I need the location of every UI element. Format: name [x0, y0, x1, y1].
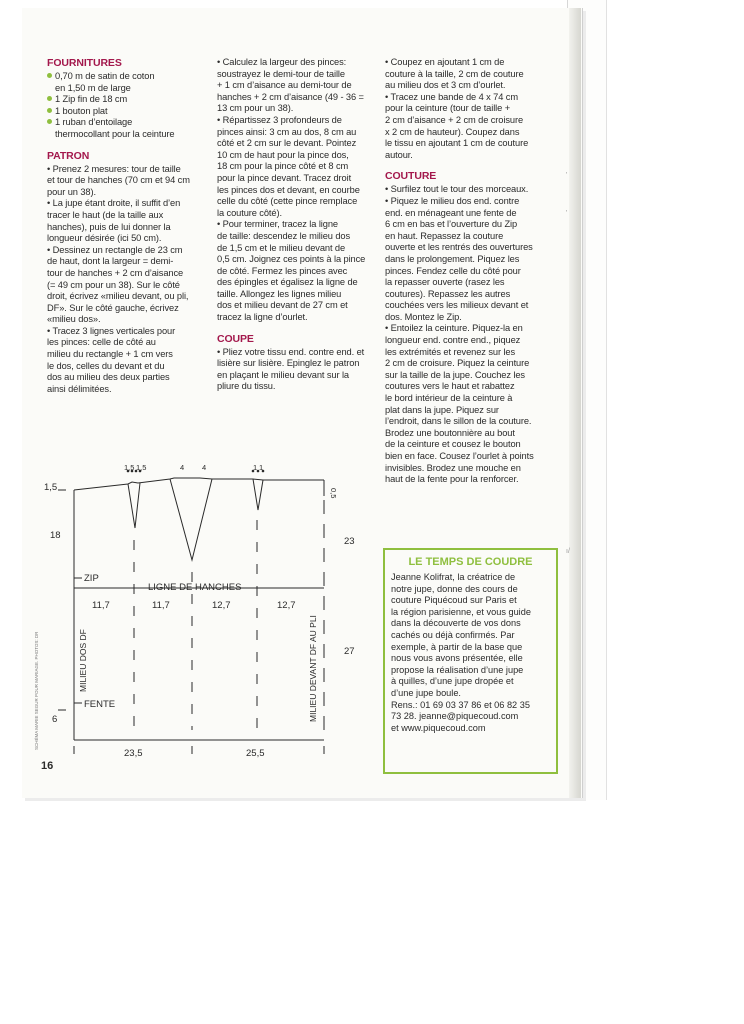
- dim-waist-left: 1,5: [44, 482, 58, 493]
- text-line: celle du côté (cette pince remplace: [217, 196, 358, 207]
- text-line: autour.: [385, 149, 413, 160]
- width-2: 11,7: [152, 600, 170, 611]
- text-line: les pinces: celle de côté au: [47, 337, 156, 348]
- text-line: 18 cm pour la pince côté et 8 cm: [217, 161, 349, 172]
- box-line: dans la découverte de vos dons: [391, 618, 521, 629]
- text-line: «milieu dos».: [47, 314, 101, 325]
- box-line: d’une jupe boule.: [391, 687, 461, 698]
- text-line: • Dessinez un rectangle de 23 cm: [47, 244, 183, 255]
- text-line: • Tracez 3 lignes verticales pour: [47, 325, 176, 336]
- text-line: couture à la taille, 2 cm de couture: [385, 68, 524, 79]
- line-text: 1 bouton plat: [55, 105, 108, 116]
- text-line: pliure du tissu.: [217, 381, 276, 392]
- temps-de-coudre-box: [383, 548, 558, 774]
- patron-text-continued: [217, 57, 377, 324]
- width-1: 11,7: [92, 600, 110, 611]
- box-text: [391, 572, 550, 734]
- text-line: 6 cm en bas et l’ouverture du Zip: [385, 219, 518, 230]
- column-middle: [217, 57, 377, 393]
- fournitures-heading: FOURNITURES: [47, 57, 122, 69]
- text-line: • Surfilez tout le tour des morceaux.: [385, 184, 529, 195]
- green-bullet-icon: [47, 73, 52, 78]
- fournitures-line: [47, 106, 207, 118]
- dim-dart-front-2: 1: [259, 463, 264, 472]
- text-line: milieu du rectangle + 1 cm vers: [47, 349, 173, 360]
- fournitures-list: [47, 71, 207, 141]
- text-line: 2 cm de croisure. Piquez la ceinture: [385, 358, 530, 369]
- text-line: et tour de hanches (70 cm et 94 cm: [47, 175, 190, 186]
- text-line: Brodez une boutonnière au bout: [385, 427, 515, 438]
- text-line: • Répartissez 3 profondeurs de: [217, 114, 342, 125]
- milieu-devant-label: MILIEU DEVANT DF AU PLI: [308, 615, 318, 722]
- couture-heading: COUTURE: [385, 170, 437, 183]
- dim-6: 6: [52, 714, 58, 725]
- text-line: l’endroit, dans le sillon de la couture.: [385, 416, 532, 427]
- fournitures-line: [47, 83, 207, 95]
- margin-mark: ': [566, 210, 568, 217]
- page-number: 16: [41, 760, 54, 772]
- coupe-text-continued: [385, 57, 545, 161]
- text-line: 0,5 cm. Joignez ces points à la pince: [217, 254, 366, 265]
- text-line: • La jupe étant droite, il suffit d’en: [47, 198, 181, 209]
- box-line: Rens.: 01 69 03 37 86 et 06 82 35: [391, 699, 530, 710]
- line-text: 1 Zip fin de 18 cm: [55, 94, 128, 105]
- text-line: • Piquez le milieu dos end. contre: [385, 195, 520, 206]
- fournitures-line: [47, 117, 207, 129]
- margin-mark: ı/: [566, 548, 570, 555]
- dim-waist-right: 0,5: [329, 488, 338, 499]
- text-line: DF». Sur le côté gauche, écrivez: [47, 302, 179, 313]
- zip-label: ZIP: [84, 573, 99, 584]
- text-line: • Pour terminer, tracez la ligne: [217, 219, 338, 230]
- box-line: Jeanne Kolifrat, la créatrice de: [391, 572, 516, 582]
- fournitures-line: [47, 71, 207, 83]
- text-line: • Prenez 2 mesures: tour de taille: [47, 163, 181, 174]
- text-line: • Coupez en ajoutant 1 cm de: [385, 57, 505, 67]
- text-line: de 1,5 cm et le milieu devant de: [217, 242, 346, 253]
- dim-27: 27: [344, 646, 355, 657]
- text-line: • Pliez votre tissu end. contre end. et: [217, 346, 365, 357]
- text-line: de côté. Fermez les pinces avec: [217, 265, 348, 276]
- text-line: haut de la fente pour la renforcer.: [385, 474, 519, 485]
- fournitures-line: [47, 129, 207, 141]
- text-line: ainsi délimitées.: [47, 383, 112, 394]
- dim-dart-side-1: 4: [180, 463, 185, 472]
- dim-dart-back-2: 1,5: [136, 463, 147, 472]
- milieu-dos-label: MILIEU DOS DF: [78, 629, 88, 692]
- text-line: taille. Allongez les lignes milieu: [217, 288, 342, 299]
- box-line: à quilles, d’une jupe dropée et: [391, 676, 514, 687]
- skirt-pattern-diagram: [40, 460, 370, 760]
- text-line: x 2 cm de hauteur). Coupez dans: [385, 126, 520, 137]
- text-line: tracez la ligne d’ourlet.: [217, 312, 308, 323]
- dim-dart-side-2: 4: [202, 463, 207, 472]
- dim-dart-front-1: 1: [253, 463, 258, 472]
- patron-text: [47, 164, 207, 396]
- text-line: de haut, dont la largeur = demi-: [47, 256, 174, 267]
- dart-back: [128, 483, 140, 528]
- dart-side: [170, 479, 212, 560]
- patron-heading: PATRON: [47, 149, 90, 162]
- text-line: la couture côté).: [217, 207, 282, 218]
- column-left: [47, 57, 207, 395]
- line-text: 0,70 m de satin de coton: [55, 71, 155, 81]
- text-line: • Entoilez la ceinture. Piquez-la en: [385, 323, 523, 334]
- text-line: droit, écrivez «milieu devant, ou pli,: [47, 291, 189, 302]
- line-text: thermocollant pour la ceinture: [55, 128, 175, 139]
- text-line: tour de hanches + 2 cm d’aisance: [47, 267, 184, 278]
- text-line: de la ceinture et cousez le bouton: [385, 439, 521, 450]
- box-title: LE TEMPS DE COUDRE: [408, 556, 533, 568]
- box-line: propose la réalisation d’une jupe: [391, 664, 524, 675]
- dim-18: 18: [50, 530, 61, 541]
- text-line: coutures). Repassez les autres: [385, 288, 511, 299]
- fente-label: FENTE: [84, 699, 116, 710]
- green-bullet-icon: [47, 108, 52, 113]
- text-line: plat dans la jupe. Piquez sur: [385, 404, 499, 415]
- width-3: 12,7: [212, 600, 231, 611]
- photo-credit: SCHÉMA MARIE SEGUR POUR MARIAGE. PHOTOS: DR: [34, 631, 39, 750]
- text-line: dos au milieu des deux parties: [47, 372, 170, 383]
- green-bullet-icon: [47, 119, 52, 124]
- text-line: le dos, celles du devant et du: [47, 360, 165, 371]
- box-line: notre jupe, donne des cours de: [391, 583, 518, 594]
- text-line: longueur désirée (ici 50 cm).: [47, 233, 162, 244]
- text-line: • Calculez la largeur des pinces:: [217, 57, 347, 67]
- dim-23: 23: [344, 536, 355, 547]
- text-line: la repasser ouverte (rasez les: [385, 277, 505, 288]
- text-line: couchées vers les milieux devant et: [385, 300, 529, 311]
- text-line: tracer le haut (de la taille aux: [47, 209, 164, 220]
- text-line: dos. Montez le Zip.: [385, 311, 462, 322]
- text-line: des épingles et égalisez la ligne de: [217, 277, 358, 288]
- line-text: 1 ruban d’entoilage: [55, 117, 133, 128]
- text-line: 13 cm pour un 38).: [217, 103, 294, 114]
- box-line: nous vous avons présentée, elle: [391, 653, 523, 664]
- text-line: pinces ainsi: 3 cm au dos, 8 cm au: [217, 126, 357, 137]
- text-line: bien en face. Cousez l’ourlet à points: [385, 451, 534, 461]
- text-line: de taille: descendez le milieu dos: [217, 230, 351, 241]
- dart-front: [253, 479, 263, 510]
- text-line: 2 cm d’aisance + 2 cm de croisure: [385, 114, 524, 125]
- width-4: 12,7: [277, 600, 296, 611]
- column-right: [385, 57, 545, 486]
- text-line: (= 49 cm pour un 38). Sur le côté: [47, 279, 180, 290]
- text-line: au milieu dos et 3 cm d’ourlet.: [385, 80, 506, 91]
- text-line: lisière sur lisière. Epinglez le patron: [217, 358, 360, 369]
- text-line: • Tracez une bande de 4 x 74 cm: [385, 91, 518, 102]
- box-line: couture Piquécoud sur Paris et: [391, 595, 517, 606]
- box-line: 73 28. jeanne@piquecoud.com: [391, 711, 519, 722]
- text-line: en plaçant le milieu devant sur la: [217, 369, 349, 380]
- coupe-heading: COUPE: [217, 332, 254, 345]
- text-line: côté et 2 cm sur le devant. Pointez: [217, 138, 357, 149]
- text-line: hanches + 2 cm d’aisance (49 - 36 =: [217, 91, 364, 102]
- text-line: soustrayez le demi-tour de taille: [217, 68, 345, 79]
- bottom-width-1: 23,5: [124, 748, 143, 759]
- text-line: les pinces dos et devant, en courbe: [217, 184, 360, 195]
- text-line: dans le prolongement. Piquez les: [385, 253, 520, 264]
- text-line: pinces. Fendez celle du côté pour: [385, 265, 521, 276]
- text-line: ouverte et les rentrés des ouvertures: [385, 242, 533, 253]
- margin-mark: ': [566, 172, 568, 179]
- text-line: le tissu en ajoutant 1 cm de couture: [385, 138, 529, 149]
- text-line: + 1 cm d’aisance au demi-tour de: [217, 80, 352, 91]
- text-line: pour un 38).: [47, 186, 96, 197]
- text-line: longueur end. contre end., piquez: [385, 335, 521, 346]
- hip-line-label: LIGNE DE HANCHES: [148, 582, 242, 593]
- line-text: en 1,50 m de large: [55, 82, 131, 93]
- text-line: dos et milieu devant de 27 cm et: [217, 300, 348, 311]
- box-line: exemple, à partir de la base que: [391, 641, 523, 652]
- text-line: en haut. Repassez la couture: [385, 230, 504, 241]
- text-line: coutures vers le haut et rabattez: [385, 381, 515, 392]
- coupe-text: [217, 347, 377, 393]
- page-spine-shadow: [569, 8, 581, 798]
- green-bullet-icon: [47, 96, 52, 101]
- dim-dart-back-1: 1,5: [124, 463, 135, 472]
- waist-line: [74, 478, 324, 490]
- text-line: end. en ménageant une fente de: [385, 207, 517, 218]
- text-line: les extrémités et revenez sur les: [385, 346, 516, 357]
- text-line: 10 cm de haut pour la pince dos,: [217, 149, 349, 160]
- text-line: pour la pince devant. Tracez droit: [217, 172, 352, 183]
- box-line: cachés ou déjà confirmés. Par: [391, 629, 515, 640]
- box-line: et www.piquecoud.com: [391, 722, 486, 733]
- fournitures-line: [47, 94, 207, 106]
- text-line: hanches), puis de lui donner la: [47, 221, 171, 232]
- text-line: pour la ceinture (tour de taille +: [385, 103, 511, 114]
- couture-text: [385, 184, 545, 485]
- text-line: invisibles. Brodez une mouche en: [385, 462, 521, 473]
- text-line: le bord intérieur de la ceinture à: [385, 393, 513, 404]
- box-line: la région parisienne, et vous guide: [391, 606, 531, 617]
- bottom-width-2: 25,5: [246, 748, 265, 759]
- text-line: sur la taille de la jupe. Couchez les: [385, 369, 525, 380]
